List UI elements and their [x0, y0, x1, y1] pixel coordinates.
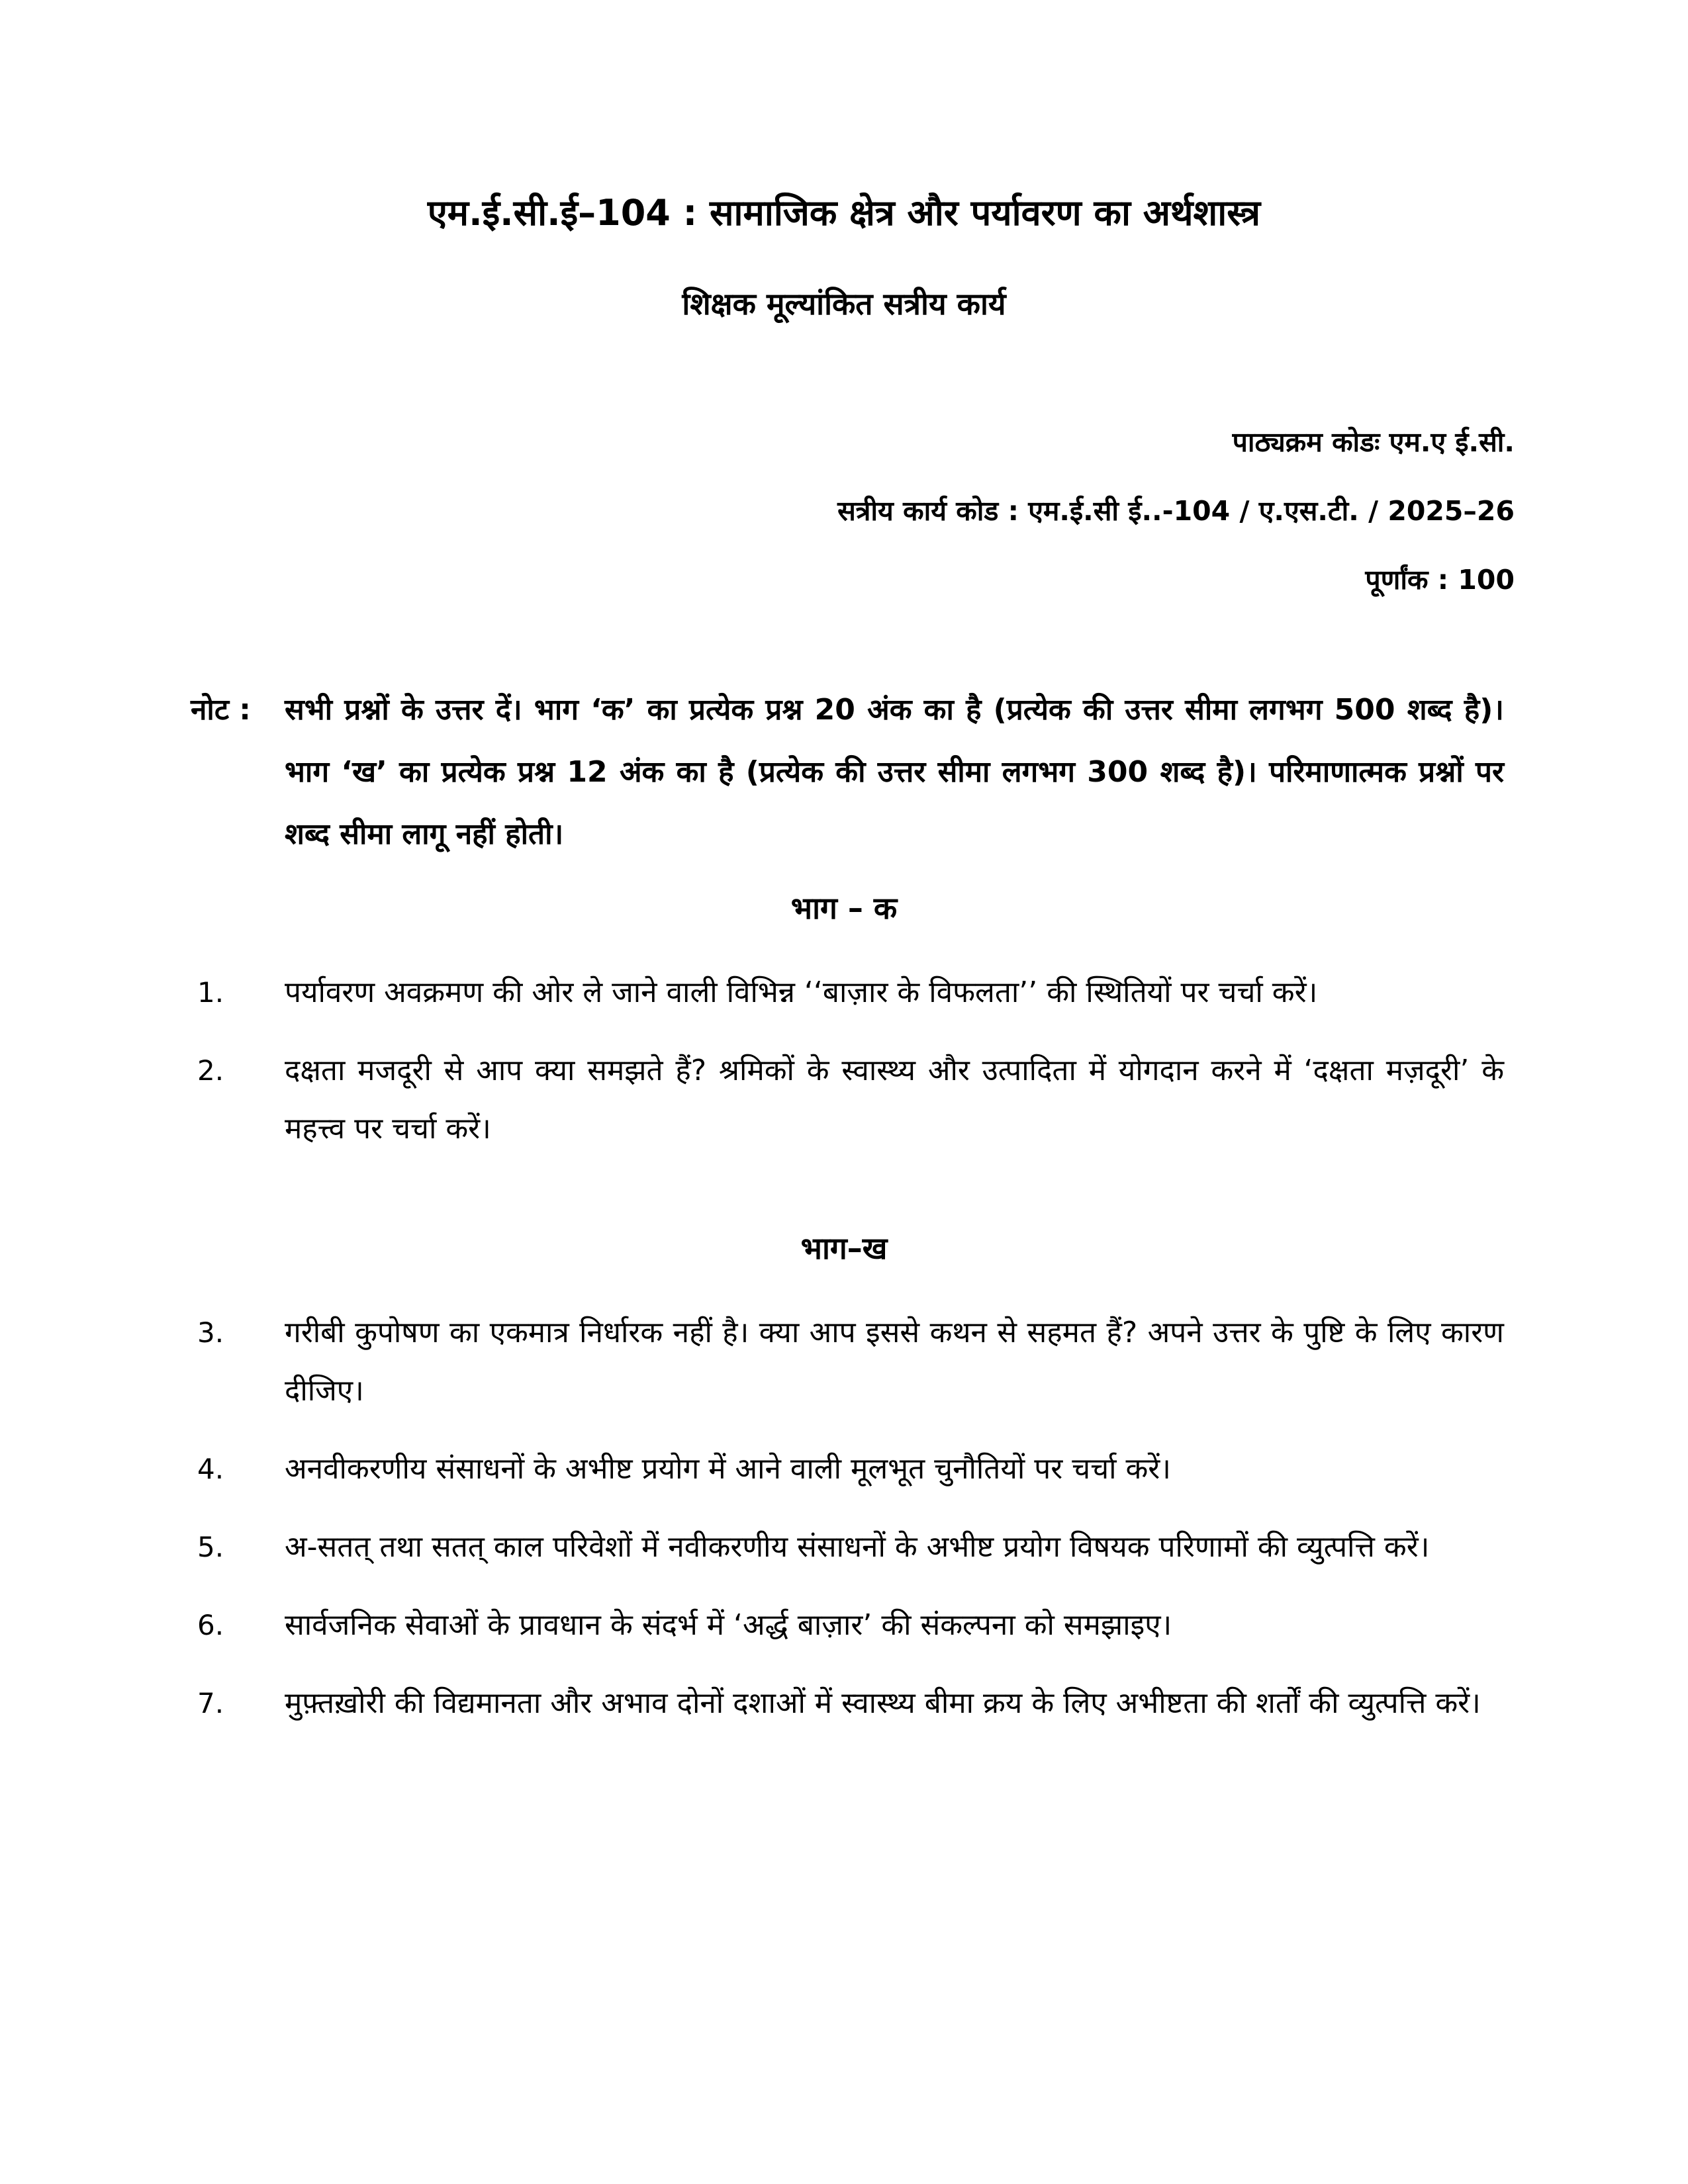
- question-5-number: 5.: [197, 1531, 224, 1563]
- note-label: नोट :: [191, 693, 251, 727]
- question-7-number: 7.: [197, 1687, 224, 1719]
- question-6-number: 6.: [197, 1609, 224, 1641]
- question-7: [0, 1674, 1688, 1733]
- page-title: एम.ई.सी.ई–104 : सामाजिक क्षेत्र और पर्यावरण का अर्थशास्त्र: [427, 192, 1261, 234]
- note-text: सभी प्रश्नों के उत्तर दें। भाग ‘क’ का प्रत्येक प्रश्न 20 अंक का है (प्रत्येक की उत्तर सीमा लगभग 500 शब्द है)। भाग ‘ख’ का प्रत्येक प्रश्न 12 अंक का है (प्रत्येक की उत्तर सीमा लगभग 300 शब्द है)। परिमाणात्मक प्रश्नों पर शब्द सीमा लागू नहीं होती।: [285, 693, 1504, 851]
- question-4: [0, 1440, 1688, 1498]
- question-1: [0, 964, 1688, 1022]
- question-1-text: पर्यावरण अवक्रमण की ओर ले जाने वाली विभिन्न ‘‘बाज़ार के विफलता’’ की स्थितियों पर चर्चा करें।: [285, 976, 1318, 1009]
- note-block: [0, 614, 1688, 866]
- question-5-text: अ-सतत् तथा सतत् काल परिवेशों में नवीकरणीय संसाधनों के अभीष्ट प्रयोग विषयक परिणामों की व्युत्पत्ति करें।: [285, 1530, 1430, 1564]
- question-2: [0, 1042, 1688, 1158]
- question-6-text: सार्वजनिक सेवाओं के प्रावधान के संदर्भ में ‘अर्द्ध बाज़ार’ की संकल्पना को समझाइए।: [285, 1608, 1172, 1642]
- question-3: [0, 1304, 1688, 1420]
- question-7-text: मुफ़्तख़ोरी की विद्यमानता और अभाव दोनों दशाओं में स्वास्थ्य बीमा क्रय के लिए अभीष्टता की शर्तों की व्युत्पत्ति करें।: [285, 1686, 1481, 1720]
- assignment-code: सत्रीय कार्य कोड : एम.ई.सी ई..-104 / ए.एस.टी. / 2025–26: [837, 495, 1515, 527]
- question-4-text: अनवीकरणीय संसाधनों के अभीष्ट प्रयोग में आने वाली मूलभूत चुनौतियों पर चर्चा करें।: [285, 1452, 1171, 1486]
- section-heading-part-ka: भाग – क: [790, 890, 898, 926]
- question-2-number: 2.: [197, 1054, 224, 1087]
- question-2-text: दक्षता मजदूरी से आप क्या समझते हैं? श्रमिकों के स्वास्थ्य और उत्पादिता में योगदान करने में ‘दक्षता मज़दूरी’ के महत्त्व पर चर्चा करें।: [285, 1054, 1504, 1146]
- page-subtitle: शिक्षक मूल्यांकित सत्रीय कार्य: [682, 286, 1006, 322]
- question-4-number: 4.: [197, 1453, 224, 1485]
- course-code: पाठ्यक्रम कोडः एम.ए ई.सी.: [1232, 426, 1515, 458]
- section-heading-part-kha: भाग–ख: [800, 1230, 888, 1266]
- section-ka-questions: [0, 929, 1688, 1158]
- question-1-number: 1.: [197, 976, 224, 1009]
- question-3-text: गरीबी कुपोषण का एकमात्र निर्धारक नहीं है। क्या आप इससे कथन से सहमत हैं? अपने उत्तर के पुष्टि के लिए कारण दीजिए।: [285, 1316, 1504, 1408]
- section-kha-questions: [0, 1269, 1688, 1733]
- meta-block: [0, 327, 1688, 614]
- question-5: [0, 1518, 1688, 1576]
- question-3-number: 3.: [197, 1316, 224, 1349]
- question-6: [0, 1596, 1688, 1655]
- max-marks: पूर्णांक : 100: [1365, 564, 1515, 596]
